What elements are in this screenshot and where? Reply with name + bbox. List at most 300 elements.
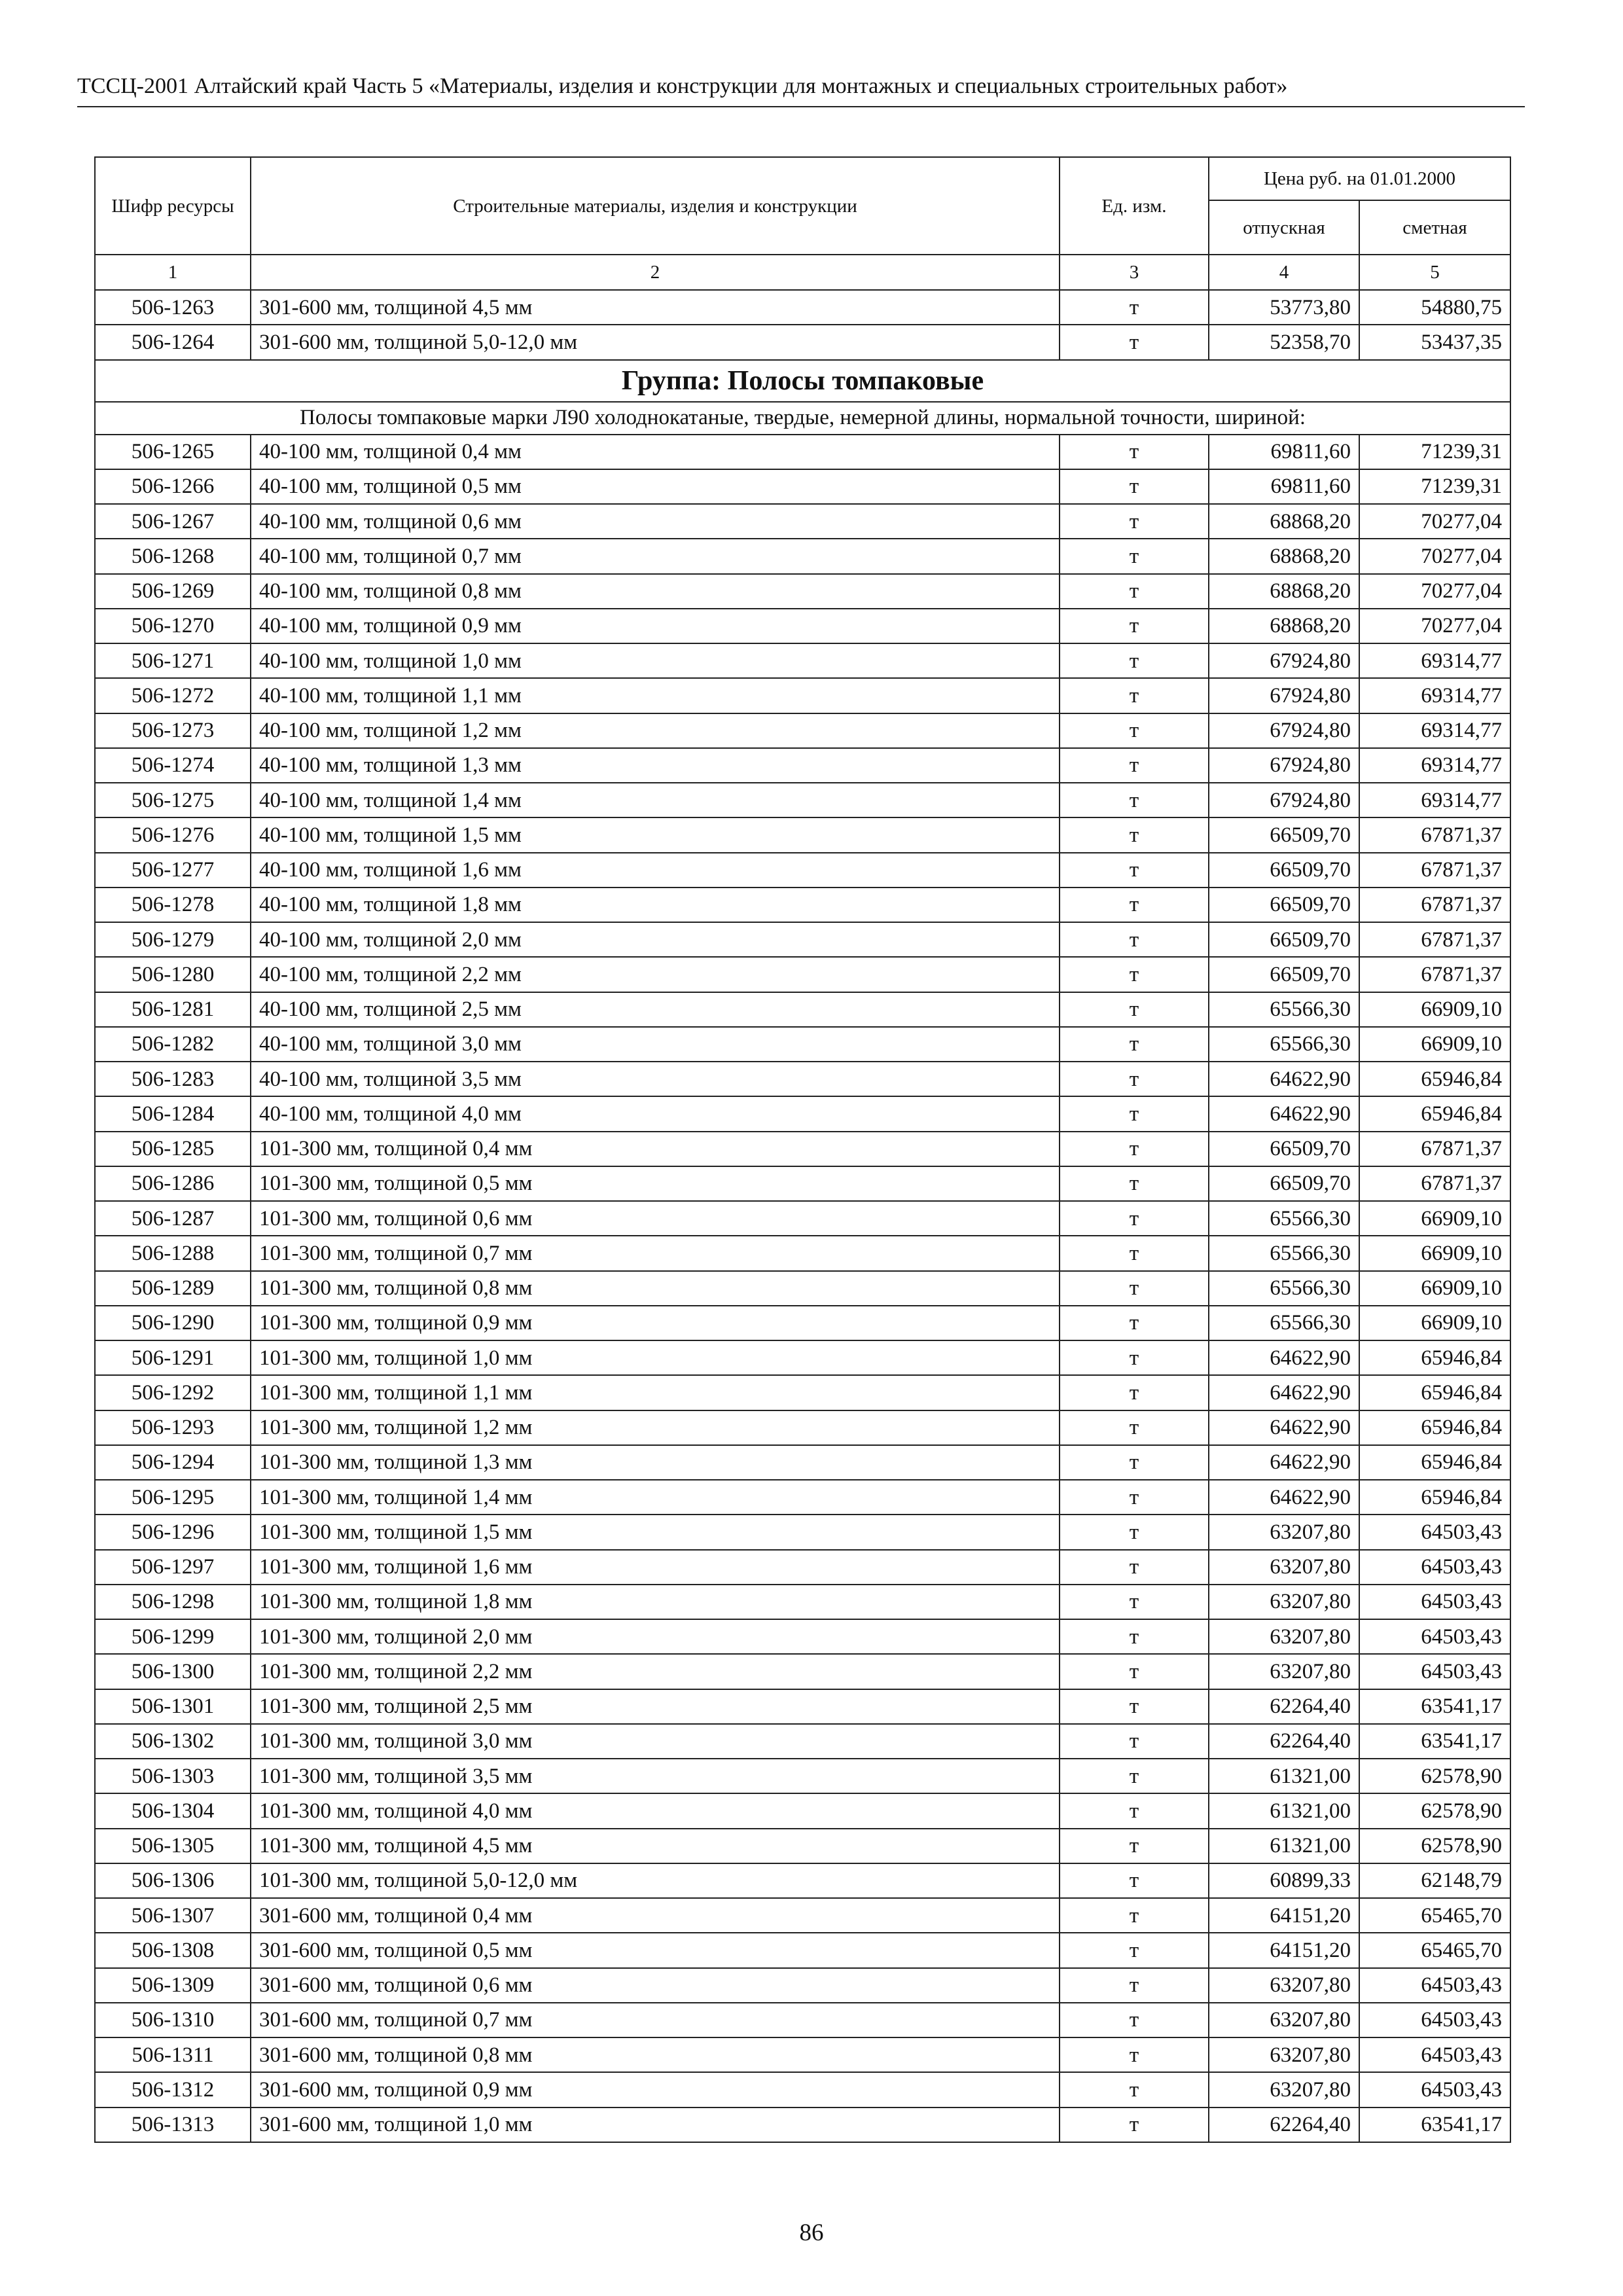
cell-code: 506-1275 — [95, 783, 251, 817]
cell-release: 64622,90 — [1209, 1375, 1359, 1410]
table-row — [95, 922, 1510, 957]
table-row — [95, 1933, 1510, 1967]
cell-name: 101-300 мм, толщиной 1,8 мм — [251, 1585, 1060, 1619]
table-row — [95, 1306, 1510, 1340]
table-row — [95, 609, 1510, 643]
cell-unit: т — [1060, 1933, 1209, 1967]
table-row — [95, 2037, 1510, 2072]
cell-name: 40-100 мм, толщиной 1,5 мм — [251, 817, 1060, 852]
cell-code: 506-1304 — [95, 1793, 251, 1828]
cell-name: 301-600 мм, толщиной 0,5 мм — [251, 1933, 1060, 1967]
cell-release: 61321,00 — [1209, 1793, 1359, 1828]
cell-estimate: 69314,77 — [1359, 643, 1510, 678]
cell-release: 64622,90 — [1209, 1445, 1359, 1480]
cell-release: 68868,20 — [1209, 574, 1359, 609]
cell-release: 69811,60 — [1209, 469, 1359, 504]
table-row — [95, 2003, 1510, 2037]
cell-estimate: 64503,43 — [1359, 1968, 1510, 2003]
cell-unit: т — [1060, 1863, 1209, 1898]
cell-release: 62264,40 — [1209, 1724, 1359, 1759]
table-row — [95, 2108, 1510, 2142]
cell-name: 101-300 мм, толщиной 0,9 мм — [251, 1306, 1060, 1340]
cell-release: 66509,70 — [1209, 922, 1359, 957]
header-rule — [77, 106, 1525, 107]
cell-estimate: 64503,43 — [1359, 1550, 1510, 1585]
cell-unit: т — [1060, 783, 1209, 817]
cell-name: 40-100 мм, толщиной 3,5 мм — [251, 1062, 1060, 1096]
cell-estimate: 64503,43 — [1359, 1619, 1510, 1654]
table-row — [95, 1654, 1510, 1689]
cell-name: 40-100 мм, толщиной 1,2 мм — [251, 713, 1060, 748]
cell-release: 68868,20 — [1209, 539, 1359, 573]
cell-estimate: 70277,04 — [1359, 539, 1510, 573]
col-header-name: Строительные материалы, изделия и конструкции — [251, 157, 1060, 255]
cell-code: 506-1288 — [95, 1236, 251, 1270]
cell-name: 101-300 мм, толщиной 0,5 мм — [251, 1166, 1060, 1201]
cell-unit: т — [1060, 1340, 1209, 1375]
cell-code: 506-1292 — [95, 1375, 251, 1410]
page-number: 86 — [799, 2219, 824, 2246]
cell-release: 63207,80 — [1209, 1654, 1359, 1689]
cell-release: 65566,30 — [1209, 992, 1359, 1027]
cell-code: 506-1286 — [95, 1166, 251, 1201]
cell-estimate: 65946,84 — [1359, 1340, 1510, 1375]
cell-estimate: 62578,90 — [1359, 1793, 1510, 1828]
cell-name: 101-300 мм, толщиной 0,6 мм — [251, 1201, 1060, 1236]
cell-unit: т — [1060, 1724, 1209, 1759]
cell-estimate: 70277,04 — [1359, 609, 1510, 643]
cell-code: 506-1263 — [95, 290, 251, 325]
cell-name: 101-300 мм, толщиной 1,5 мм — [251, 1515, 1060, 1549]
cell-estimate: 66909,10 — [1359, 1271, 1510, 1306]
cell-name: 40-100 мм, толщиной 1,3 мм — [251, 748, 1060, 783]
cell-release: 66509,70 — [1209, 1132, 1359, 1166]
cell-release: 63207,80 — [1209, 2003, 1359, 2037]
cell-code: 506-1311 — [95, 2037, 251, 2072]
table-row — [95, 817, 1510, 852]
cell-estimate: 70277,04 — [1359, 574, 1510, 609]
table-row — [95, 1759, 1510, 1793]
col-header-release: отпускная — [1209, 200, 1359, 255]
cell-release: 64622,90 — [1209, 1096, 1359, 1131]
cell-name: 101-300 мм, толщиной 1,0 мм — [251, 1340, 1060, 1375]
cell-code: 506-1278 — [95, 888, 251, 922]
cell-code: 506-1269 — [95, 574, 251, 609]
cell-estimate: 66909,10 — [1359, 1306, 1510, 1340]
table-row — [95, 1340, 1510, 1375]
cell-unit: т — [1060, 992, 1209, 1027]
table-row — [95, 1445, 1510, 1480]
cell-code: 506-1297 — [95, 1550, 251, 1585]
cell-estimate: 65946,84 — [1359, 1096, 1510, 1131]
table-row — [95, 1480, 1510, 1515]
table-row — [95, 957, 1510, 992]
cell-name: 40-100 мм, толщиной 1,4 мм — [251, 783, 1060, 817]
cell-release: 64622,90 — [1209, 1340, 1359, 1375]
rows-main-group — [95, 435, 1510, 2142]
table-row — [95, 325, 1510, 359]
cell-release: 66509,70 — [1209, 888, 1359, 922]
cell-release: 66509,70 — [1209, 817, 1359, 852]
cell-unit: т — [1060, 1166, 1209, 1201]
table-row — [95, 748, 1510, 783]
cell-estimate: 64503,43 — [1359, 1654, 1510, 1689]
cell-unit: т — [1060, 1759, 1209, 1793]
cell-release: 65566,30 — [1209, 1201, 1359, 1236]
cell-unit: т — [1060, 435, 1209, 469]
cell-release: 61321,00 — [1209, 1759, 1359, 1793]
cell-unit: т — [1060, 1062, 1209, 1096]
cell-estimate: 62148,79 — [1359, 1863, 1510, 1898]
cell-unit: т — [1060, 817, 1209, 852]
cell-release: 62264,40 — [1209, 2108, 1359, 2142]
cell-estimate: 71239,31 — [1359, 469, 1510, 504]
table-row — [95, 783, 1510, 817]
cell-unit: т — [1060, 1619, 1209, 1654]
cell-unit: т — [1060, 1585, 1209, 1619]
cell-release: 64151,20 — [1209, 1898, 1359, 1933]
cell-code: 506-1289 — [95, 1271, 251, 1306]
cell-code: 506-1294 — [95, 1445, 251, 1480]
cell-unit: т — [1060, 1201, 1209, 1236]
col-number: 3 — [1060, 255, 1209, 290]
cell-name: 301-600 мм, толщиной 0,6 мм — [251, 1968, 1060, 2003]
table-row — [95, 1550, 1510, 1585]
table-row — [95, 290, 1510, 325]
cell-unit: т — [1060, 922, 1209, 957]
cell-release: 62264,40 — [1209, 1689, 1359, 1724]
table-row — [95, 1201, 1510, 1236]
cell-estimate: 64503,43 — [1359, 1585, 1510, 1619]
cell-code: 506-1306 — [95, 1863, 251, 1898]
cell-code: 506-1270 — [95, 609, 251, 643]
col-header-code: Шифр ресурсы — [95, 157, 251, 255]
cell-unit: т — [1060, 643, 1209, 678]
cell-unit: т — [1060, 748, 1209, 783]
table-row — [95, 1062, 1510, 1096]
cell-code: 506-1282 — [95, 1027, 251, 1062]
cell-estimate: 66909,10 — [1359, 1027, 1510, 1062]
cell-name: 101-300 мм, толщиной 4,0 мм — [251, 1793, 1060, 1828]
cell-code: 506-1299 — [95, 1619, 251, 1654]
cell-unit: т — [1060, 1689, 1209, 1724]
table-row — [95, 1271, 1510, 1306]
table-row — [95, 853, 1510, 888]
cell-estimate: 67871,37 — [1359, 957, 1510, 992]
cell-estimate: 66909,10 — [1359, 1236, 1510, 1270]
col-number: 1 — [95, 255, 251, 290]
group-description: Полосы томпаковые марки Л90 холоднокатаные, твердые, немерной длины, нормальной точности, шириной: — [95, 402, 1510, 435]
cell-release: 53773,80 — [1209, 290, 1359, 325]
table-row — [95, 1515, 1510, 1549]
cell-release: 60899,33 — [1209, 1863, 1359, 1898]
cell-release: 67924,80 — [1209, 713, 1359, 748]
cell-name: 301-600 мм, толщиной 0,8 мм — [251, 2037, 1060, 2072]
cell-code: 506-1277 — [95, 853, 251, 888]
cell-name: 101-300 мм, толщиной 1,3 мм — [251, 1445, 1060, 1480]
table-row — [95, 1375, 1510, 1410]
table-row — [95, 1793, 1510, 1828]
cell-unit: т — [1060, 853, 1209, 888]
cell-name: 101-300 мм, толщиной 1,2 мм — [251, 1410, 1060, 1445]
cell-estimate: 67871,37 — [1359, 888, 1510, 922]
table-row — [95, 1898, 1510, 1933]
col-number: 4 — [1209, 255, 1359, 290]
table-row — [95, 469, 1510, 504]
cell-unit: т — [1060, 957, 1209, 992]
cell-release: 67924,80 — [1209, 678, 1359, 713]
cell-code: 506-1303 — [95, 1759, 251, 1793]
cell-estimate: 66909,10 — [1359, 1201, 1510, 1236]
cell-name: 101-300 мм, толщиной 1,6 мм — [251, 1550, 1060, 1585]
cell-release: 68868,20 — [1209, 609, 1359, 643]
cell-unit: т — [1060, 1096, 1209, 1131]
cell-code: 506-1266 — [95, 469, 251, 504]
cell-release: 66509,70 — [1209, 957, 1359, 992]
cell-code: 506-1273 — [95, 713, 251, 748]
cell-name: 40-100 мм, толщиной 1,0 мм — [251, 643, 1060, 678]
price-table — [94, 156, 1511, 2143]
cell-name: 40-100 мм, толщиной 2,2 мм — [251, 957, 1060, 992]
cell-estimate: 63541,17 — [1359, 1724, 1510, 1759]
cell-release: 63207,80 — [1209, 1968, 1359, 2003]
cell-code: 506-1305 — [95, 1829, 251, 1863]
cell-release: 68868,20 — [1209, 504, 1359, 539]
cell-unit: т — [1060, 1306, 1209, 1340]
cell-name: 40-100 мм, толщиной 3,0 мм — [251, 1027, 1060, 1062]
cell-unit: т — [1060, 2072, 1209, 2107]
cell-code: 506-1300 — [95, 1654, 251, 1689]
cell-estimate: 67871,37 — [1359, 1132, 1510, 1166]
cell-unit: т — [1060, 1375, 1209, 1410]
cell-name: 101-300 мм, толщиной 0,8 мм — [251, 1271, 1060, 1306]
cell-release: 64151,20 — [1209, 1933, 1359, 1967]
cell-name: 301-600 мм, толщиной 5,0-12,0 мм — [251, 325, 1060, 359]
cell-release: 66509,70 — [1209, 1166, 1359, 1201]
cell-code: 506-1302 — [95, 1724, 251, 1759]
cell-name: 301-600 мм, толщиной 0,4 мм — [251, 1898, 1060, 1933]
table-row — [95, 643, 1510, 678]
cell-release: 67924,80 — [1209, 783, 1359, 817]
cell-unit: т — [1060, 1898, 1209, 1933]
table-row — [95, 1236, 1510, 1270]
cell-unit: т — [1060, 1829, 1209, 1863]
col-header-price-group: Цена руб. на 01.01.2000 — [1209, 157, 1510, 200]
cell-code: 506-1268 — [95, 539, 251, 573]
table-row — [95, 1027, 1510, 1062]
cell-estimate: 62578,90 — [1359, 1759, 1510, 1793]
table-row — [95, 539, 1510, 573]
table-row — [95, 2072, 1510, 2107]
cell-estimate: 69314,77 — [1359, 678, 1510, 713]
cell-code: 506-1284 — [95, 1096, 251, 1131]
cell-unit: т — [1060, 2108, 1209, 2142]
cell-name: 40-100 мм, толщиной 0,8 мм — [251, 574, 1060, 609]
cell-estimate: 71239,31 — [1359, 435, 1510, 469]
table-row — [95, 1096, 1510, 1131]
cell-estimate: 67871,37 — [1359, 922, 1510, 957]
cell-estimate: 53437,35 — [1359, 325, 1510, 359]
table-row — [95, 992, 1510, 1027]
cell-name: 101-300 мм, толщиной 3,0 мм — [251, 1724, 1060, 1759]
cell-name: 40-100 мм, толщиной 0,9 мм — [251, 609, 1060, 643]
cell-release: 52358,70 — [1209, 325, 1359, 359]
cell-unit: т — [1060, 504, 1209, 539]
cell-estimate: 67871,37 — [1359, 817, 1510, 852]
cell-estimate: 62578,90 — [1359, 1829, 1510, 1863]
cell-release: 64622,90 — [1209, 1062, 1359, 1096]
cell-name: 40-100 мм, толщиной 4,0 мм — [251, 1096, 1060, 1131]
cell-code: 506-1309 — [95, 1968, 251, 2003]
cell-code: 506-1283 — [95, 1062, 251, 1096]
group-title: Группа: Полосы томпаковые — [95, 360, 1510, 402]
cell-estimate: 64503,43 — [1359, 2003, 1510, 2037]
cell-name: 301-600 мм, толщиной 0,7 мм — [251, 2003, 1060, 2037]
cell-unit: т — [1060, 2003, 1209, 2037]
cell-estimate: 69314,77 — [1359, 713, 1510, 748]
table-row — [95, 504, 1510, 539]
cell-unit: т — [1060, 1793, 1209, 1828]
cell-name: 40-100 мм, толщиной 2,5 мм — [251, 992, 1060, 1027]
cell-code: 506-1312 — [95, 2072, 251, 2107]
cell-release: 66509,70 — [1209, 853, 1359, 888]
table-row — [95, 888, 1510, 922]
cell-estimate: 64503,43 — [1359, 1515, 1510, 1549]
cell-code: 506-1281 — [95, 992, 251, 1027]
table-row — [95, 1166, 1510, 1201]
table-row — [95, 1724, 1510, 1759]
cell-unit: т — [1060, 2037, 1209, 2072]
cell-name: 101-300 мм, толщиной 1,4 мм — [251, 1480, 1060, 1515]
cell-code: 506-1313 — [95, 2108, 251, 2142]
cell-name: 101-300 мм, толщиной 3,5 мм — [251, 1759, 1060, 1793]
cell-code: 506-1279 — [95, 922, 251, 957]
cell-unit: т — [1060, 1480, 1209, 1515]
cell-name: 40-100 мм, толщиной 1,8 мм — [251, 888, 1060, 922]
cell-release: 63207,80 — [1209, 2037, 1359, 2072]
cell-estimate: 64503,43 — [1359, 2072, 1510, 2107]
cell-unit: т — [1060, 713, 1209, 748]
col-number: 2 — [251, 255, 1060, 290]
col-header-unit: Ед. изм. — [1060, 157, 1209, 255]
cell-name: 101-300 мм, толщиной 0,7 мм — [251, 1236, 1060, 1270]
table-row — [95, 678, 1510, 713]
cell-unit: т — [1060, 574, 1209, 609]
cell-code: 506-1280 — [95, 957, 251, 992]
cell-code: 506-1293 — [95, 1410, 251, 1445]
cell-unit: т — [1060, 1236, 1209, 1270]
cell-code: 506-1274 — [95, 748, 251, 783]
cell-name: 101-300 мм, толщиной 4,5 мм — [251, 1829, 1060, 1863]
cell-estimate: 67871,37 — [1359, 1166, 1510, 1201]
cell-name: 40-100 мм, толщиной 0,4 мм — [251, 435, 1060, 469]
cell-code: 506-1298 — [95, 1585, 251, 1619]
cell-name: 301-600 мм, толщиной 0,9 мм — [251, 2072, 1060, 2107]
cell-name: 301-600 мм, толщиной 1,0 мм — [251, 2108, 1060, 2142]
table-row — [95, 1968, 1510, 2003]
cell-estimate: 65946,84 — [1359, 1480, 1510, 1515]
cell-release: 64622,90 — [1209, 1480, 1359, 1515]
cell-code: 506-1310 — [95, 2003, 251, 2037]
cell-estimate: 65946,84 — [1359, 1062, 1510, 1096]
cell-release: 65566,30 — [1209, 1306, 1359, 1340]
cell-name: 101-300 мм, толщиной 5,0-12,0 мм — [251, 1863, 1060, 1898]
cell-estimate: 69314,77 — [1359, 748, 1510, 783]
cell-name: 101-300 мм, толщиной 2,0 мм — [251, 1619, 1060, 1654]
cell-unit: т — [1060, 539, 1209, 573]
cell-estimate: 65946,84 — [1359, 1375, 1510, 1410]
cell-estimate: 65465,70 — [1359, 1933, 1510, 1967]
cell-code: 506-1291 — [95, 1340, 251, 1375]
table-row — [95, 1619, 1510, 1654]
col-number: 5 — [1359, 255, 1510, 290]
cell-code: 506-1267 — [95, 504, 251, 539]
cell-code: 506-1264 — [95, 325, 251, 359]
cell-name: 101-300 мм, толщиной 0,4 мм — [251, 1132, 1060, 1166]
cell-estimate: 54880,75 — [1359, 290, 1510, 325]
page-header-title: ТССЦ-2001 Алтайский край Часть 5 «Материалы, изделия и конструкции для монтажных и специальных строительных работ» — [77, 74, 1288, 98]
table-row — [95, 713, 1510, 748]
cell-release: 65566,30 — [1209, 1236, 1359, 1270]
cell-release: 67924,80 — [1209, 643, 1359, 678]
cell-release: 65566,30 — [1209, 1271, 1359, 1306]
table-row — [95, 1689, 1510, 1724]
cell-unit: т — [1060, 888, 1209, 922]
cell-unit: т — [1060, 1515, 1209, 1549]
cell-release: 65566,30 — [1209, 1027, 1359, 1062]
cell-unit: т — [1060, 1550, 1209, 1585]
cell-release: 63207,80 — [1209, 1619, 1359, 1654]
cell-estimate: 65465,70 — [1359, 1898, 1510, 1933]
table-row — [95, 1829, 1510, 1863]
cell-code: 506-1265 — [95, 435, 251, 469]
cell-code: 506-1296 — [95, 1515, 251, 1549]
cell-name: 101-300 мм, толщиной 2,2 мм — [251, 1654, 1060, 1689]
cell-release: 61321,00 — [1209, 1829, 1359, 1863]
cell-unit: т — [1060, 290, 1209, 325]
cell-unit: т — [1060, 469, 1209, 504]
cell-name: 40-100 мм, толщиной 1,1 мм — [251, 678, 1060, 713]
cell-estimate: 63541,17 — [1359, 2108, 1510, 2142]
col-header-estimate: сметная — [1359, 200, 1510, 255]
cell-estimate: 66909,10 — [1359, 992, 1510, 1027]
cell-release: 69811,60 — [1209, 435, 1359, 469]
cell-name: 40-100 мм, толщиной 0,7 мм — [251, 539, 1060, 573]
cell-name: 101-300 мм, толщиной 2,5 мм — [251, 1689, 1060, 1724]
cell-code: 506-1295 — [95, 1480, 251, 1515]
cell-unit: т — [1060, 1968, 1209, 2003]
cell-release: 64622,90 — [1209, 1410, 1359, 1445]
cell-unit: т — [1060, 325, 1209, 359]
cell-code: 506-1307 — [95, 1898, 251, 1933]
cell-unit: т — [1060, 1132, 1209, 1166]
cell-code: 506-1276 — [95, 817, 251, 852]
cell-unit: т — [1060, 1410, 1209, 1445]
cell-estimate: 69314,77 — [1359, 783, 1510, 817]
cell-unit: т — [1060, 1654, 1209, 1689]
table-row — [95, 574, 1510, 609]
cell-estimate: 64503,43 — [1359, 2037, 1510, 2072]
cell-release: 63207,80 — [1209, 1585, 1359, 1619]
cell-name: 40-100 мм, толщиной 0,6 мм — [251, 504, 1060, 539]
cell-name: 40-100 мм, толщиной 2,0 мм — [251, 922, 1060, 957]
cell-code: 506-1287 — [95, 1201, 251, 1236]
cell-unit: т — [1060, 609, 1209, 643]
cell-name: 301-600 мм, толщиной 4,5 мм — [251, 290, 1060, 325]
cell-estimate: 65946,84 — [1359, 1410, 1510, 1445]
cell-estimate: 65946,84 — [1359, 1445, 1510, 1480]
table-row — [95, 1585, 1510, 1619]
